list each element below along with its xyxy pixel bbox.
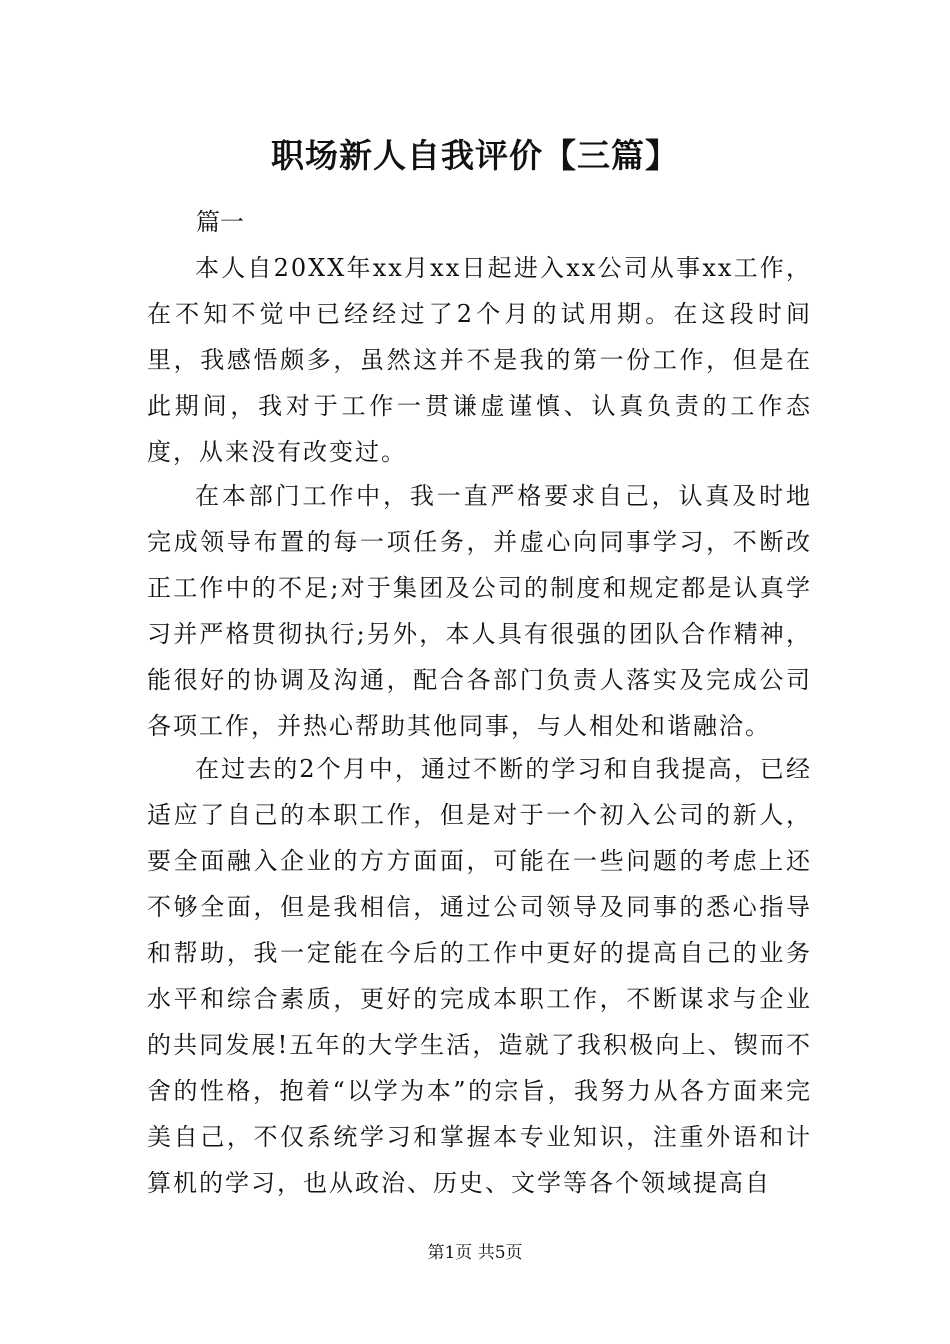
paragraph-2: 在本部门工作中，我一直严格要求自己，认真及时地完成领导布置的每一项任务，并虚心向同事学习，不断改正工作中的不足;对于集团及公司的制度和规定都是认真学习并严格贯彻执行;另外，本人具有很强的团队合作精神，能很好的协调及沟通，配合各部门负责人落实及完成公司各项工作，并热心帮助其他同事，与人相处和谐融洽。 [147, 482, 812, 740]
paragraph-1: 本人自20XX年xx月xx日起进入xx公司从事xx工作，在不知不觉中已经经过了2个月的试用期。在这段时间里，我感悟颇多，虽然这并不是我的第一份工作，但是在此期间，我对于工作一贯谦虚谨慎、认真负责的工作态度，从来没有改变过。 [147, 254, 812, 466]
paragraph-3: 在过去的2个月中，通过不断的学习和自我提高，已经适应了自己的本职工作，但是对于一个初入公司的新人，要全面融入企业的方方面面，可能在一些问题的考虑上还不够全面，但是我相信，通过公司领导及同事的悉心指导和帮助，我一定能在今后的工作中更好的提高自己的业务水平和综合素质，更好的完成本职工作，不断谋求与企业的共同发展!五年的大学生活，造就了我积极向上、锲而不舍的性格，抱着“以学为本”的宗旨，我努力从各方面来完美自己，不仅系统学习和掌握本专业知识，注重外语和计算机的学习，也从政治、历史、文学等各个领域提高自 [147, 755, 812, 1197]
document-title: 职场新人自我评价【三篇】 [271, 136, 679, 175]
page-footer: 第1页 共5页 [427, 1243, 523, 1263]
section-heading: 篇一 [196, 208, 244, 236]
